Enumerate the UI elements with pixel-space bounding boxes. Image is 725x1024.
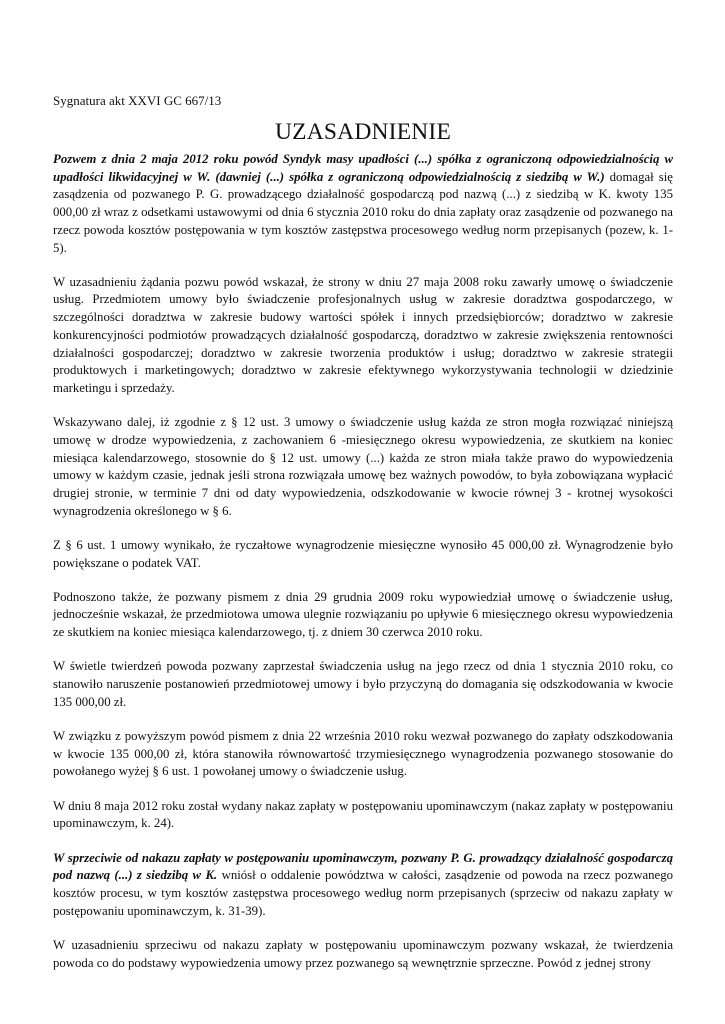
paragraph-10-text: W uzasadnieniu sprzeciwu od nakazu zapłaty w postępowaniu upominawczym pozwany wskazał, że twierdzenia powoda co do podstawy wypowiedzenia umowy przez pozwanego są wewnętrznie sprzeczne. Powód z jednej strony [53, 937, 673, 970]
paragraph-6-text: W świetle twierdzeń powoda pozwany zaprzestał świadczenia usług na jego rzecz od dnia 1 stycznia 2010 roku, co stanowiło naruszenie postanowień przedmiotowej umowy i było przyczyną do domagania się odszkodowania w kwocie 135 000,00 zł. [53, 659, 673, 709]
paragraph-9-lead: W sprzeciwie od nakazu zapłaty w postępowaniu upominawczym, pozwany P. G. prowadzący działalność gospodarczą pod nazwą (...) z siedzibą w K. [53, 850, 673, 883]
paragraph-9 [53, 850, 673, 921]
paragraph-4 [53, 537, 673, 572]
paragraph-7 [53, 728, 673, 781]
paragraph-9-text: wniósł o oddalenie powództwa w całości, zasądzenie od powoda na rzecz pozwanego kosztów procesu, w tym kosztów zastępstwa procesowego według norm przepisanych (sprzeciw od nakazu zapłaty w postępowaniu upominawczym, k. 31-39). [53, 868, 673, 918]
paragraph-1 [53, 151, 673, 257]
paragraph-8 [53, 798, 673, 833]
paragraph-2 [53, 274, 673, 398]
paragraph-3-text: Wskazywano dalej, iż zgodnie z § 12 ust. 3 umowy o świadczenie usług każda ze stron mogła rozwiązać niniejszą umowę w drodze wypowiedzenia, z zachowaniem 6 -miesięcznego okresu wypowiedzenia, ze skutkiem na koniec miesiąca kalendarzowego, stosownie do § 12 ust. umowy (...) każda ze stron miała także prawo do wypowiedzenia umowy w każdym czasie, jednak jeśli strona rozwiązała umowę bez ważnych powodów, to była zobowiązana wypłacić drugiej stronie, w terminie 7 dni od daty wypowiedzenia, odszkodowanie w kwocie równej 3 - krotnej wysokości wynagrodzenia określonego w § 6. [53, 415, 673, 518]
paragraph-5-text: Podnoszono także, że pozwany pismem z dnia 29 grudnia 2009 roku wypowiedział umowę o świadczenie usług, jednocześnie wskazał, że przedmiotowa umowa ulegnie rozwiązaniu po upływie 6 miesięcznego okresu wypowiedzenia ze skutkiem na koniec miesiąca kalendarzowego, tj. z dniem 30 czerwca 2010 roku. [53, 589, 673, 640]
document-title: UZASADNIENIE [274, 119, 451, 145]
paragraph-2-text: W uzasadnieniu żądania pozwu powód wskazał, że strony w dniu 27 maja 2008 roku zawarły umowę o świadczenie usług. Przedmiotem umowy było świadczenie profesjonalnych usług w zakresie doradztwa gospodarczego, w szczególności doradztwa w zakresie budowy wartości spółek i innych przedsiębiorców; doradztwo w zakresie konkurencyjności podmiotów prowadzących działalność gospodarczą, doradztwo w zakresie zwiększenia rentowności działalności gospodarczej; doradztwo w zakresie tworzenia produktów i usług; doradztwo w zakresie strategii produktowych i marketingowych; doradztwo w zakresie efektywnego wykorzystywania technologii w dziedzinie marketingu i sprzedaży. [53, 274, 673, 395]
paragraph-5 [53, 589, 673, 642]
paragraph-8-text: W dniu 8 maja 2012 roku został wydany nakaz zapłaty w postępowaniu upominawczym (nakaz zapłaty w postępowaniu upominawczym, k. 24). [53, 798, 673, 831]
paragraph-10 [53, 937, 673, 972]
paragraph-1-text: domagał się zasądzenia od pozwanego P. G. prowadzącego działalność gospodarczą pod nazwą (...) z siedzibą w K. kwoty 135 000,00 zł wraz z odsetkami ustawowymi od dnia 6 stycznia 2010 roku do dnia zapłaty oraz zasądzenie od pozwanego na rzecz powoda kosztów postępowania w tym kosztów zastępstwa procesowego według norm przepisanych (pozew, k. 1-5). [53, 169, 673, 255]
case-signature: Sygnatura akt XXVI GC 667/13 [53, 93, 222, 108]
paragraph-1-lead: Pozwem z dnia 2 maja 2012 roku powód Syndyk masy upadłości (...) spółka z ograniczoną odpowiedzialnością w upadłości likwidacyjnej w W. (dawniej (...) spółka z ograniczoną odpowiedzialnością z siedzibą w W.) [53, 152, 673, 184]
paragraph-7-text: W związku z powyższym powód pismem z dnia 22 września 2010 roku wezwał pozwanego do zapłaty odszkodowania w kwocie 135 000,00 zł, która stanowiła równowartość trzymiesięcznego wynagrodzenia pozwanego stosowanie do powołanego wyżej § 6 ust. 1 powołanej umowy o świadczenie usług. [53, 728, 673, 779]
paragraph-6 [53, 658, 673, 711]
paragraph-3 [53, 414, 673, 520]
paragraph-4-text: Z § 6 ust. 1 umowy wynikało, że ryczałtowe wynagrodzenie miesięczne wynosiło 45 000,00 zł. Wynagrodzenie było powiększane o podatek VAT. [53, 537, 673, 570]
